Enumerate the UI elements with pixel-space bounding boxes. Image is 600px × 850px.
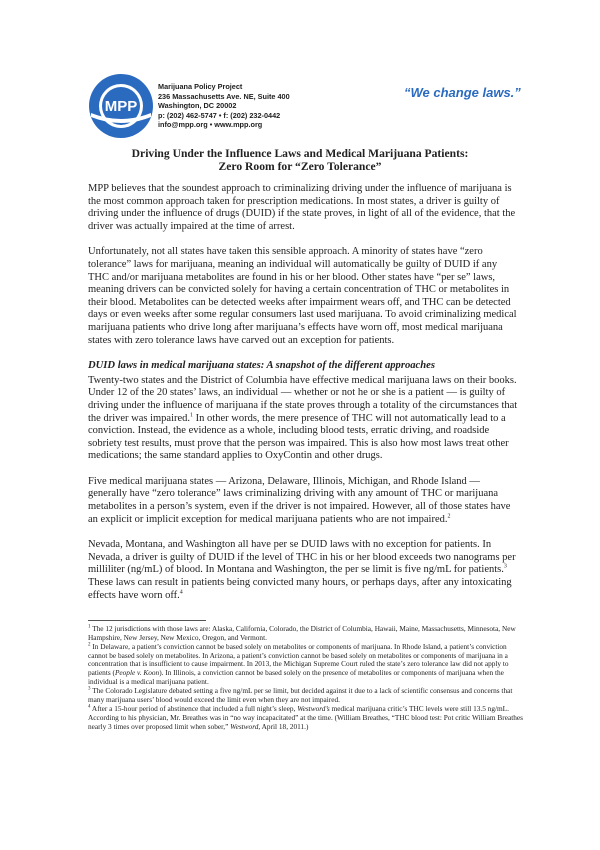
org-info [158,82,290,130]
document-title [80,147,520,173]
address-line-2: Washington, DC 20002 [158,101,237,111]
body-content [88,183,520,615]
paragraph-impairment-states: Twenty-two states and the District of Columbia have effective medical marijuana laws on their books. Under 12 of the 20 states’ laws, an individual — whether or not he or she is a patient — is guilty of driving under the influence of marijuana if the state proves through a totality of the circumstances that the driver was impaired.$^1$ In other words, the mere presence of THC will not automatically lead to a conviction. Instead, the evidence as a whole, including blood tests, erratic driving, and roadside sobriety test results, must prove that the person was impaired. This is also how most laws treat other medications; the same standard applies to OxyContin and other drugs. [88,374,518,462]
title-line-2: Zero Room for “Zero Tolerance” [218,160,382,173]
email-web: info@mpp.org • www.mpp.org [158,120,263,130]
letterhead [88,73,538,139]
footnote-1: $^1$ The 12 jurisdictions with those laws are: Alaska, California, Colorado, the District of Columbia, Hawaii, Maine, Massachusetts, Minnesota, New Hampshire, New Jersey, New Mexico, Oregon, and Vermont. [88,624,516,642]
footnote-ref-2: 2 [447,513,451,520]
footnote-ref-3: 3 [503,563,507,570]
paragraph-per-se-states: Nevada, Montana, and Washington all have per se DUID laws with no exception for patients. In Nevada, a driver is guilty of DUID if the level of THC in his or her blood exceeds two nanograms per milliliter (ng/mL) of blood. In Montana and Washington, the per se limit is five ng/mL for patients.$^3$ These laws can result in patients being convicted many hours, or perhaps days, after any intoxicating effects have worn off.$^4$ [88,539,516,601]
footnote-3: $^3$ The Colorado Legislature debated setting a five ng/mL per se limit, but decided against it due to a lack of scientific consensus and concerns that many marijuana users’ blood would exceed the limit even when they are not impaired. [88,686,513,704]
section-heading: DUID laws in medical marijuana states: A snapshot of the different approaches [88,360,435,372]
mpp-logo [88,73,154,139]
footnote-ref-4: 4 [179,589,183,596]
paragraph-zero-tolerance-states: Five medical marijuana states — Arizona, Delaware, Illinois, Michigan, and Rhode Island — generally have “zero tolerance” laws criminalizing driving with any amount of THC or marijuana metabolites in a person’s system, even if the driver is not impaired. However, all of those states have an explicit or implicit exception for medical marijuana patients who are not impaired.$^2$ [88,475,511,525]
footnote-2: $^2$ In Delaware, a patient’s conviction cannot be based solely on metabolites or components of marijuana. In Rhode Island, a patient’s conviction cannot be based solely on metabolites. In Arizona, a patient’s conviction cannot be based solely on metabolites or components of marijuana in a concentration that is insufficient to cause impairment. In 2013, the Michigan Supreme Court ruled the state’s zero tolerance law did not apply to patients (People v. Koon). In Illinois, a conviction cannot be based solely on the presence of metabolites or components of marijuana when the individual is a medical marijuana patient. [88,642,509,686]
footnote-divider [88,620,206,621]
logo-text: MPP [104,98,138,115]
paragraph-intro: MPP believes that the soundest approach to criminalizing driving under the influence of marijuana is the most common approach taken for prescription medications. In most states, a driver is guilty of driving under the influence of drugs (DUID) if the state proves, in light of all of the evidence, that the driver was actually impaired at the time of arrest. [88,183,516,232]
org-name: Marijuana Policy Project [158,82,243,91]
paragraph-zero-tolerance: Unfortunately, not all states have taken this sensible approach. A minority of states have “zero tolerance” laws for marijuana, meaning an individual will automatically be guilty of DUID if any THC and/or marijuana metabolites are found in his or her blood. Other states have “per se” laws, meaning drivers can be convicted solely for having a certain concentration of THC or metabolites in their blood. Metabolites can be detected weeks after impairment wears off, and THC can be detected days or even weeks after some regular consumers last used marijuana. To avoid criminalizing medical marijuana patients who drive long after marijuana’s effects have worn off, most medical marijuana states with zero tolerance laws have carved out an exception for patients. [88,246,517,346]
tagline: “We change laws.” [404,85,521,100]
footnote-ref-1: 1 [190,412,194,418]
footnotes [88,620,524,732]
footnote-4: $^4$ After a 15-hour period of abstinence that included a full night’s sleep, Westword’s medical marijuana critic’s THC levels were still 13.5 ng/mL. According to his physician, Mr. Breathes was in “no way incapacitated” at the time. (William Breathes, “THC blood test: Pot critic William Breathes nearly 3 times over proposed limit when sober,” Westword, April 18, 2011.) [88,704,523,731]
address-line-1: 236 Massachusetts Ave. NE, Suite 400 [158,91,290,101]
phone-fax: p: (202) 462-5747 • f: (202) 232-0442 [158,110,281,120]
title-line-1: Driving Under the Influence Laws and Medical Marijuana Patients: [131,147,469,160]
